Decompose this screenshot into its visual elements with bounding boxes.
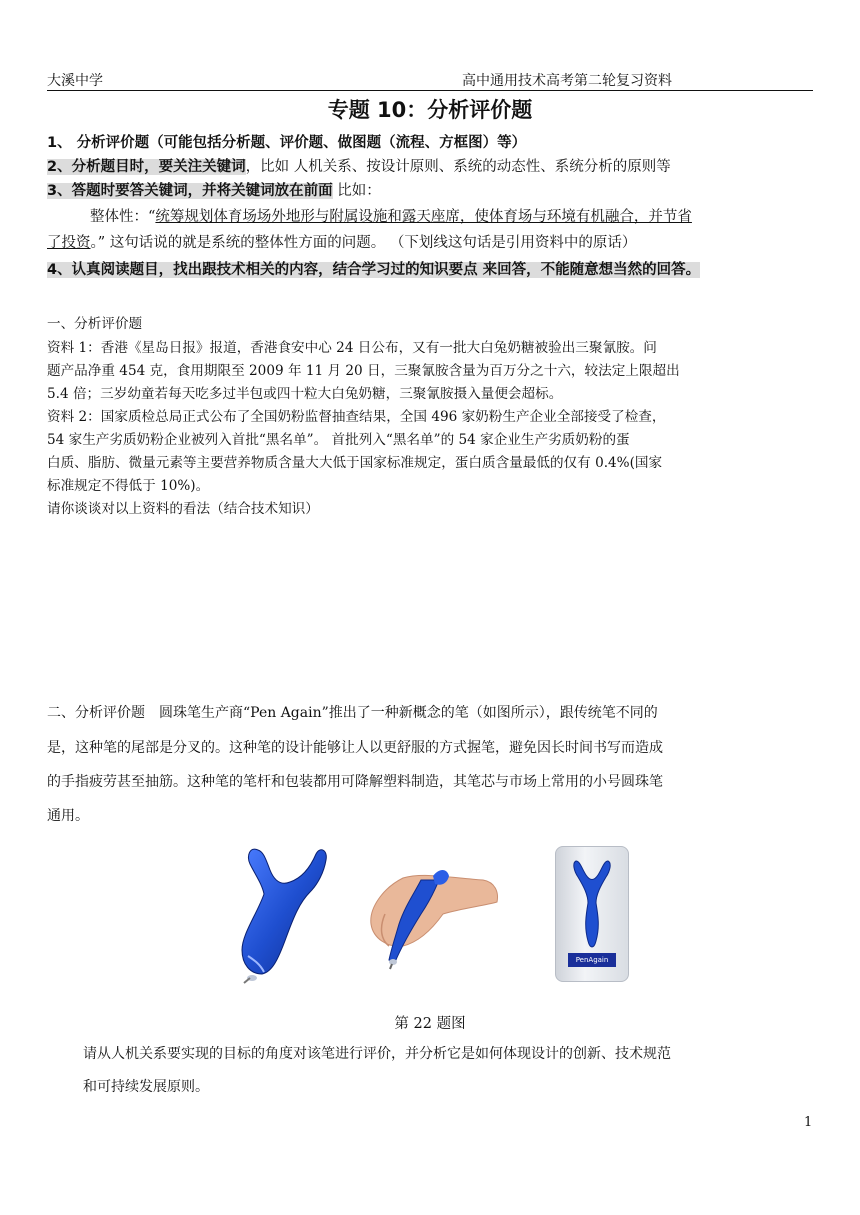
- material-2-line2: 54 家生产劣质奶粉企业被列入首批“黑名单”。 首批列入“黑名单”的 54 家企业生产劣质奶粉的蛋: [47, 432, 630, 448]
- tip-3-example-quote-2: 了投资: [47, 235, 91, 251]
- tip-1: 1、 分析评价题（可能包括分析题、评价题、做图题（流程、方框图）等）: [47, 135, 527, 151]
- material-1-line3: 5.4 倍；三岁幼童若每天吃多过半包或四十粒大白兔奶糖，三聚氰胺摄入量便会超标。: [47, 386, 563, 402]
- section2-line4: 通用。: [47, 808, 89, 824]
- header-school: 大溪中学: [47, 73, 103, 89]
- material-2-line4: 标准规定不得低于 10%)。: [47, 478, 210, 494]
- tip-3-keyword: 3、答题时要答关键词，并将关键词放在前面: [47, 183, 333, 199]
- material-2-line3: 白质、脂肪、微量元素等主要营养物质含量大大低于国家标准规定，蛋白质含量最低的仅有 0.4%(国家: [47, 455, 663, 471]
- tip-4-text: 4、认真阅读题目，找出跟技术相关的内容，结合学习过的知识要点 来回答，不能随意想当然的回答。: [47, 262, 701, 278]
- pen-package-image: [555, 846, 629, 982]
- section2-question-line2: 和可持续发展原则。: [83, 1079, 209, 1095]
- packaged-pen-icon: [566, 857, 618, 953]
- tip-3-example-line1: [90, 206, 815, 229]
- section1-question: 请你谈谈对以上资料的看法（结合技术知识）: [47, 501, 319, 517]
- tip-3: [47, 180, 817, 203]
- section2-line2: 是，这种笔的尾部是分叉的。这种笔的设计能够让人以更舒服的方式握笔，避免因长时间书写而造成: [47, 740, 663, 756]
- tip-3-example-quote-1: 统筹规划体育场场外地形与附属设施和露天座席，使体育场与环境有机融合，并节省: [155, 209, 692, 225]
- tip-3-example-line2: [47, 232, 817, 255]
- tip-3-example-prefix: 整体性：“: [90, 209, 156, 225]
- section1-heading: 一、分析评价题: [47, 316, 143, 332]
- page-number: 1: [804, 1115, 813, 1130]
- material-2-line1: 资料 2：国家质检总局正式公布了全国奶粉监督抽查结果，全国 496 家奶粉生产企业全部接受了检查，: [47, 409, 666, 425]
- header-rule: [47, 90, 813, 91]
- figure-caption: 第 22 题图: [394, 1016, 466, 1032]
- package-label: PenAgain: [568, 953, 616, 967]
- tip-4: [47, 259, 815, 282]
- material-1-line2: 题产品净重 454 克，食用期限至 2009 年 11 月 20 日，三聚氰胺含量为百万分之十六，较法定上限超出: [47, 363, 680, 379]
- hand-holding-pen-image: [363, 858, 501, 970]
- tip-2-keyword: 2、分析题目时，要关注关键词: [47, 159, 246, 175]
- section2-line3: 的手指疲劳甚至抽筋。这种笔的笔杆和包装都用可降解塑料制造，其笔芯与市场上常用的小号圆珠笔: [47, 774, 663, 790]
- tip-3-example-rest: 。” 这句话说的就是系统的整体性方面的问题。 （下划线这句话是引用资料中的原话）: [90, 235, 637, 251]
- tip-2: [47, 156, 817, 179]
- pen-image: [228, 842, 338, 984]
- page-title: 专题 10：分析评价题: [327, 98, 533, 122]
- section2-line1: 二、分析评价题 圆珠笔生产商“Pen Again”推出了一种新概念的笔（如图所示），跟传统笔不同的: [47, 705, 658, 721]
- tip-3-rest: 比如：: [332, 183, 381, 199]
- tip-2-rest: ，比如 人机关系、按设计原则、系统的动态性、系统分析的原则等: [245, 159, 671, 175]
- material-1-line1: 资料 1：香港《星岛日报》报道，香港食安中心 24 日公布，又有一批大白兔奶糖被验出三聚氰胺。问: [47, 340, 657, 356]
- section2-question-line1: 请从人机关系要实现的目标的角度对该笔进行评价，并分析它是如何体现设计的创新、技术规范: [83, 1046, 671, 1062]
- header-doc-title: 高中通用技术高考第二轮复习资料: [462, 73, 672, 89]
